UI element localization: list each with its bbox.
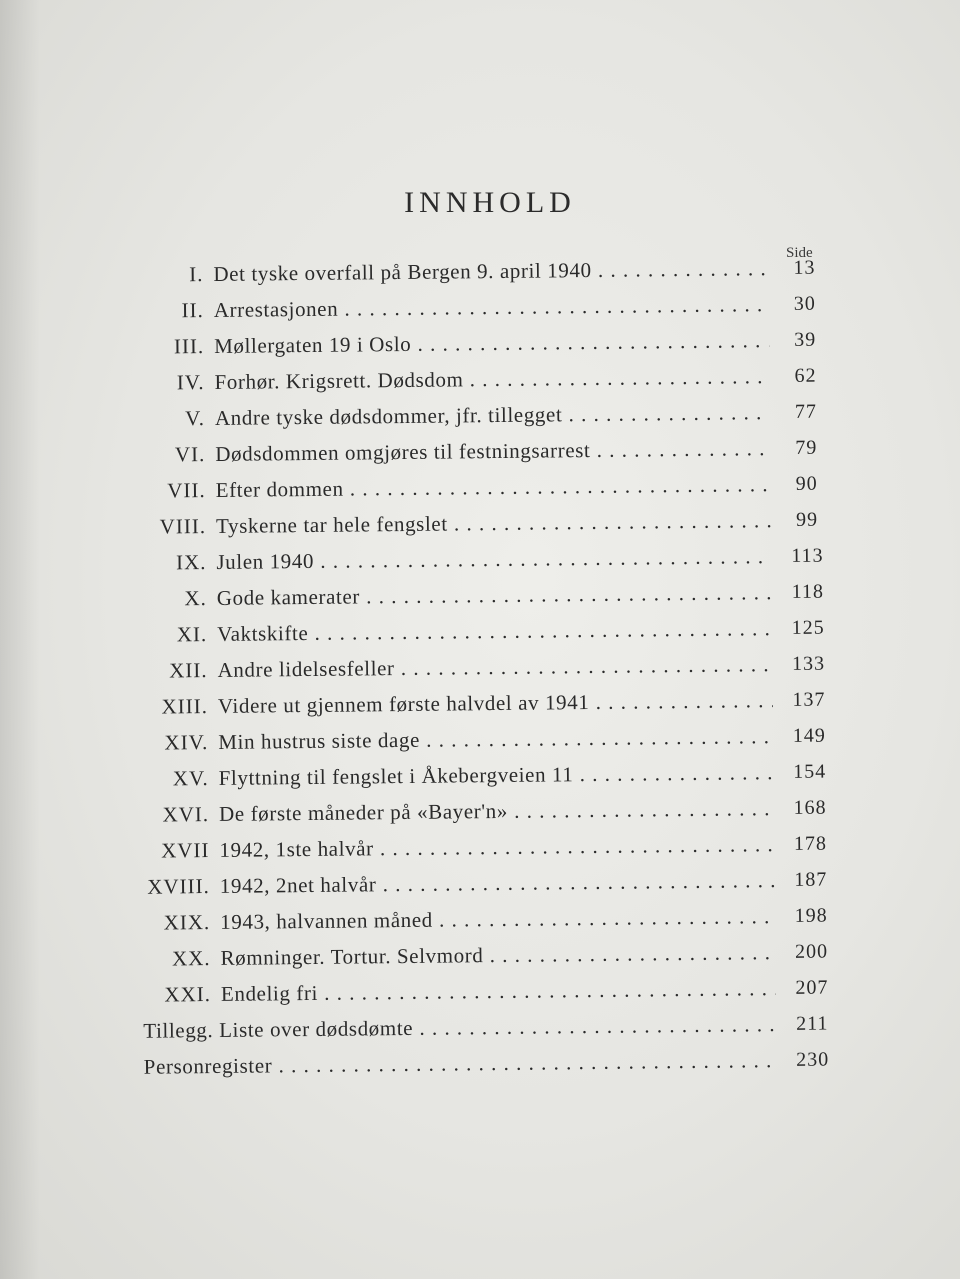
- chapter-page: 39: [794, 328, 817, 351]
- chapter-number: XIV.: [164, 730, 209, 755]
- chapter-title: Personregister . . .: [144, 1045, 777, 1082]
- chapter-page: 207: [795, 976, 829, 999]
- chapter-number: IX.: [175, 550, 207, 575]
- chapter-page: 113: [791, 544, 824, 567]
- chapter-number: VIII.: [159, 514, 207, 539]
- toc-entry: [0, 719, 958, 759]
- chapter-title: Gode kamerater . . .: [217, 577, 772, 613]
- chapter-title: Flyttning til fengslet i Åkebergveien 11 . . .: [219, 757, 774, 793]
- chapter-title: Andre tyske dødsdommer, jfr. tillegget . . .: [215, 397, 770, 433]
- chapter-number: XI.: [176, 622, 208, 647]
- toc-entry: [0, 395, 955, 435]
- chapter-number: VI.: [174, 442, 206, 467]
- chapter-number: XV.: [172, 766, 209, 791]
- toc-entry: [0, 287, 954, 327]
- chapter-title: Andre lidelsesfeller . . .: [217, 649, 772, 685]
- chapter-number: XX.: [171, 946, 211, 971]
- toc-entry: [1, 1007, 960, 1047]
- chapter-title: Tillegg. Liste over dødsdømte . . .: [143, 1009, 776, 1046]
- toc-entry: [0, 683, 958, 723]
- chapter-title: Møllergaten 19 i Oslo . . .: [214, 325, 769, 361]
- chapter-page: 99: [795, 508, 819, 531]
- chapter-title: Forhør. Krigsrett. Dødsdom . . .: [214, 361, 769, 397]
- chapter-title: 1942, 1ste halvår . . .: [219, 829, 774, 865]
- chapter-page: 211: [796, 1012, 829, 1035]
- chapter-title: Dødsdommen omgjøres til festningsarrest . . .: [215, 433, 770, 469]
- chapter-number: XVII: [161, 838, 210, 863]
- chapter-page: 133: [791, 652, 826, 675]
- chapter-title: De første måneder på «Bayer'n» . . .: [219, 793, 774, 829]
- chapter-number: XXI.: [164, 982, 212, 1007]
- chapter-page: 137: [792, 688, 826, 711]
- page-column-label: Side: [786, 245, 813, 261]
- chapter-number: XVI.: [162, 802, 210, 827]
- chapter-title: Efter dommen . . .: [216, 469, 771, 505]
- chapter-number: XIX.: [163, 910, 211, 935]
- chapter-number: IV.: [176, 370, 205, 395]
- chapter-page: 118: [791, 580, 825, 603]
- toc-entry: [0, 611, 957, 651]
- toc-entry: [0, 647, 958, 687]
- chapter-title: Arrestasjonen . . .: [214, 289, 769, 325]
- chapter-page: 187: [794, 868, 828, 891]
- chapter-title: 1942, 2net halvår . . .: [220, 865, 775, 901]
- toc-entry: [0, 575, 957, 615]
- toc-entry: [0, 755, 959, 795]
- chapter-number: XVIII.: [147, 874, 210, 899]
- chapter-page: 168: [793, 796, 827, 819]
- toc-entry: [0, 899, 960, 939]
- chapter-title: Det tyske overfall på Bergen 9. april 1940 . . .: [213, 253, 768, 289]
- chapter-title: Julen 1940 . . .: [216, 541, 771, 577]
- chapter-page: 200: [794, 940, 829, 963]
- chapter-page: 230: [796, 1048, 830, 1071]
- chapter-title: Vaktskifte . . .: [217, 613, 772, 649]
- chapter-number: I.: [189, 262, 204, 287]
- chapter-page: 30: [793, 292, 816, 315]
- chapter-title: Tyskerne tar hele fengslet . . .: [216, 505, 771, 541]
- toc-entry: [0, 251, 954, 291]
- chapter-number: II.: [181, 298, 204, 323]
- chapter-title: Videre ut gjennem første halvdel av 1941 . . .: [218, 685, 773, 721]
- toc-entry: [1, 971, 960, 1011]
- chapter-number: X.: [184, 586, 207, 611]
- toc-entry: [2, 1043, 960, 1083]
- chapter-title: Endelig fri . . .: [221, 973, 776, 1009]
- chapter-page: 178: [793, 832, 828, 855]
- toc-entry: [0, 467, 956, 507]
- chapter-page: 77: [794, 400, 818, 423]
- page-title: INNHOLD: [404, 186, 576, 219]
- toc-entry: [0, 935, 960, 975]
- chapter-title: Rømninger. Tortur. Selvmord . . .: [220, 937, 775, 973]
- toc-entry: [0, 431, 955, 471]
- chapter-number: XIII.: [161, 694, 209, 719]
- toc-entry: [0, 863, 960, 903]
- chapter-page: 125: [791, 616, 825, 639]
- chapter-page: 90: [795, 472, 818, 495]
- toc-entry: [0, 827, 960, 867]
- chapter-page: 149: [792, 724, 826, 747]
- chapter-page: 198: [794, 904, 828, 927]
- chapter-page: 62: [794, 364, 817, 387]
- toc-entry: [0, 323, 954, 363]
- chapter-title: 1943, halvannen måned . . .: [220, 901, 775, 937]
- chapter-page: 79: [795, 436, 818, 459]
- toc-entry: [0, 359, 955, 399]
- chapter-number: VII.: [167, 478, 206, 503]
- toc-entry: [0, 791, 959, 831]
- chapter-page: 154: [793, 760, 827, 783]
- chapter-page: 13: [793, 256, 816, 279]
- chapter-number: III.: [173, 334, 205, 359]
- toc-entry: [0, 539, 957, 579]
- chapter-number: V.: [185, 406, 206, 431]
- chapter-number: XII.: [169, 658, 208, 683]
- toc-entry: [0, 503, 956, 543]
- chapter-title: Min hustrus siste dage . . .: [218, 721, 773, 757]
